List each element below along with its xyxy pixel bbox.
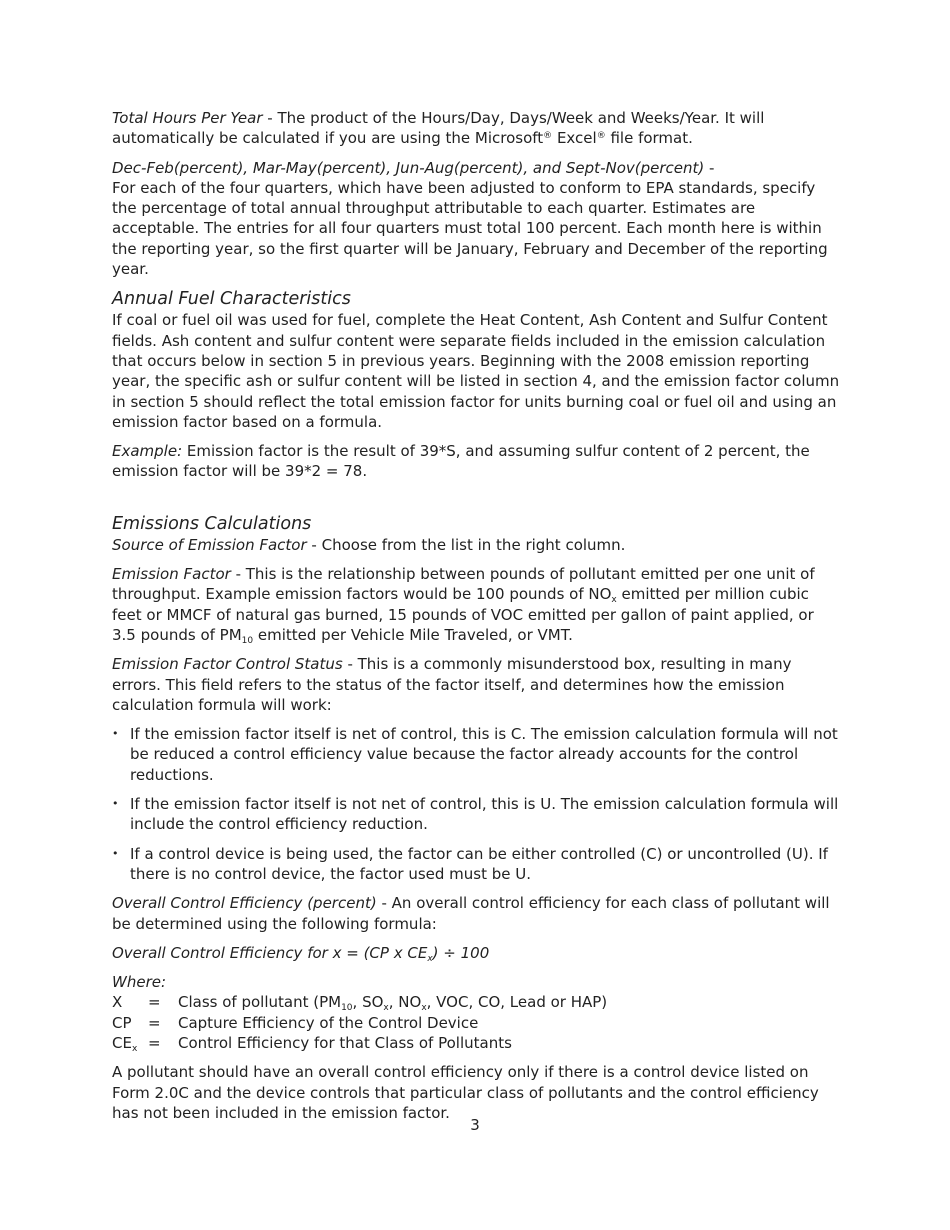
source-paragraph: Source of Emission Factor - Choose from the list in the right column. (112, 535, 626, 554)
where-label: Where: (112, 973, 167, 992)
bullet-icon: • (112, 727, 119, 741)
control-status-paragraph: Emission Factor Control Status - This is a commonly misunderstood box, resulting in many errors. This field refers to the status of the factor itself, and determines how the emission calculation formula will work: (112, 655, 792, 714)
page-number: 3 (470, 1116, 480, 1134)
total-hours-paragraph: Total Hours Per Year - The product of the Hours/Day, Days/Week and Weeks/Year. It will automatically be calculated if you are using the Microsoft® Excel® file format. (112, 109, 765, 148)
term-quarters: Dec-Feb(percent), Mar-May(percent), Jun-Aug(percent), and Sept-Nov(percent) (112, 158, 705, 177)
heading-emissions: Emissions Calculations (112, 513, 312, 534)
where-block (112, 972, 842, 1053)
list-item: • If the emission factor itself is net of control, this is C. The emission calculation formula will not be reduced a control efficiency value because the factor already accounts for the control reductions. (112, 725, 838, 784)
fuel-paragraph: If coal or fuel oil was used for fuel, complete the Heat Content, Ash Content and Sulfur Content fields. Ash content and sulfur content were separate fields included in the emission calculation that occurs below in section 5 in previous years. Beginning with the 2008 emission reporting year, the specific ash or sulfur content will be listed in section 4, and the emission factor column in section 5 should reflect the total emission factor for units burning coal or fuel oil and using an emission factor based on a formula. (112, 311, 840, 431)
where-row: X = Class of pollutant ($PM_{10}$, $SO_x$, $NO_x$, VOC, CO, Lead or HAP) (112, 993, 608, 1014)
bullet-icon: • (112, 846, 119, 860)
overall-paragraph: Overall Control Efficiency (percent) - An overall control efficiency for each class of pollutant will be determined using the following formula: (112, 894, 830, 933)
fuel-example: Example: Emission factor is the result of 39*S, and assuming sulfur content of 2 percent, the emission factor will be 39*2 = 78. (112, 442, 810, 481)
bullet-icon: • (112, 797, 119, 811)
quarters-paragraph: Dec-Feb(percent), Mar-May(percent), Jun-Aug(percent), and Sept-Nov(percent) - For each of the four quarters, which have been adjusted to conform to EPA standards, specify the percentage of total annual throughput attributable to each quarter. Estimates are acceptable. The entries for all four quarters must total 100 percent. Each month here is within the reporting year, so the first quarter will be January, February and December of the reporting year. (112, 158, 828, 279)
term-total-hours: Total Hours Per Year (112, 109, 263, 127)
formula: Overall Control Efficiency for x = (CP x $CE_x) \div 100$ (112, 943, 490, 964)
list-item: • If a control device is being used, the factor can be either controlled (C) or uncontrolled (U). If there is no control device, the factor used must be U. (112, 844, 828, 883)
factor-paragraph: Emission Factor - This is the relationship between pounds of pollutant emitted per one unit of throughput. Example emission factors would be 100 pounds of $NO_x$ emitted per million cubic feet or MMCF of natural gas burned, 15 pounds of VOC emitted per gallon of paint applied, or 3.5 pounds of $PM_{10}$ emitted per Vehicle Mile Traveled, or VMT. (112, 565, 815, 646)
where-row: $CE_x$ = Control Efficiency for that Class of Pollutants (112, 1033, 512, 1054)
document-page (112, 108, 842, 1132)
list-item: • If the emission factor itself is not net of control, this is U. The emission calculation formula will include the control efficiency reduction. (112, 795, 839, 834)
where-row: CP = Capture Efficiency of the Control Device (112, 1013, 479, 1032)
heading-fuel: Annual Fuel Characteristics (112, 289, 351, 310)
control-status-list (112, 724, 842, 884)
closing-paragraph: A pollutant should have an overall control efficiency only if there is a control device listed on Form 2.0C and the device controls that particular class of pollutants and the control efficiency has not been included in the emission factor. (112, 1063, 819, 1122)
